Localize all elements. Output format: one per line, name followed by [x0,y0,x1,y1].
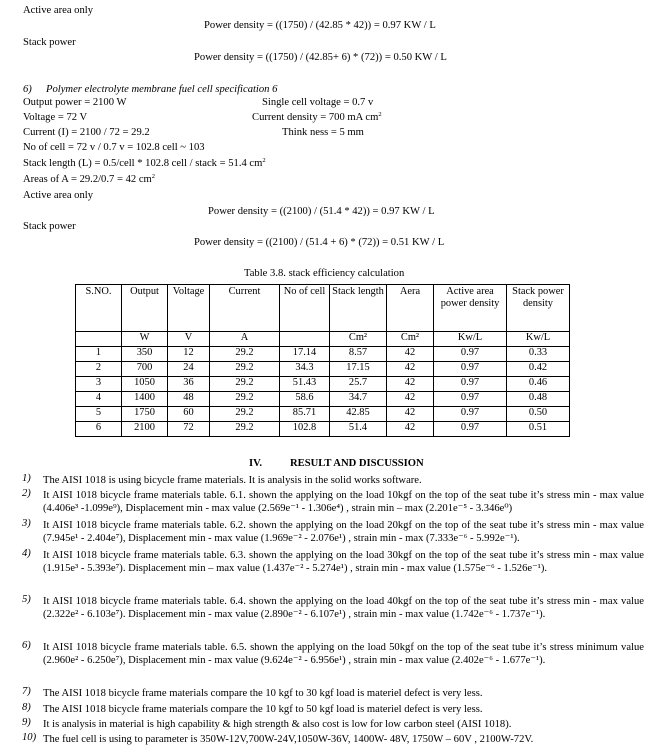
table-cell: 1750 [122,407,168,422]
table-cell: 42 [387,362,434,377]
result-item [22,703,644,716]
result-text: The AISI 1018 bicycle frame materials compare the 10 kgf to 50 kgf load is materiel defect is very less. [43,704,483,715]
table-cell: 29.2 [210,362,280,377]
result-number: 4) [22,548,31,559]
table-row [76,392,570,407]
table-cell: 29.2 [210,422,280,437]
column-header: Output [122,285,168,332]
table-cell: 0.97 [434,362,507,377]
table-cell: 5 [76,407,122,422]
unit-cell [76,332,122,347]
result-item [22,549,644,590]
table-cell: 6 [76,422,122,437]
result-item [22,489,644,517]
result-item [22,519,644,547]
stack-power-label: Stack power [23,37,76,48]
unit-cell [280,332,330,347]
result-item [22,733,644,746]
table-cell: 72 [168,422,210,437]
result-text: The AISI 1018 is using bicycle frame materials. It is analysis in the solid works software. [43,475,422,486]
unit-cell: A [210,332,280,347]
current-density: Current density = 700 mA $cm^2$ [252,111,382,123]
power-density-formula: Power density = ((1750) / (42.85 * 42)) = 0.97 KW / L [204,20,436,31]
result-item [22,718,644,731]
table-unit-row [76,332,570,347]
table-cell: 350 [122,347,168,362]
result-number: 5) [22,594,31,605]
active-area-label: Active area only [23,190,94,201]
result-text: It AISI 1018 bicycle frame materials table. 6.4. shown the applying on the load 40kgf on the top of the seat tube it’s stress min - max value (2.322e² - 6.103e⁷). Displacement min - max value (2.890e⁻² - 6.107e¹) , strain min - max value (1.742e⁻⁶ - 1.737e⁻¹). [43,596,644,621]
voltage: Voltage = 72 V [23,112,88,123]
table-caption: Table 3.8. stack efficiency calculation [244,268,405,279]
table-cell: 42 [387,422,434,437]
column-header: Stack length [330,285,387,332]
stack-efficiency-table [75,284,570,437]
column-header: Current [210,285,280,332]
table-cell: 42 [387,407,434,422]
section-title: RESULT AND DISCUSSION [290,458,424,469]
result-number: 1) [22,473,31,484]
result-text: It AISI 1018 bicycle frame materials table. 6.3. shown the applying on the load 30kgf on the top of the seat tube it’s stress min - max value (1.915e³ - 5.393e⁷). Displacement min – max value (1.437e⁻² - 5.274e¹) , strain min - max value (1.575e⁻⁶ - 1.526e⁻¹). [43,550,644,575]
power-density-formula: Power density = ((1750) / (42.85+ 6) * (72)) = 0.50 KW / L [194,52,447,63]
table-cell: 0.97 [434,377,507,392]
table-cell: 42 [387,392,434,407]
table-cell: 0.33 [507,347,570,362]
result-item [22,474,644,487]
spec-heading: Polymer electrolyte membrane fuel cell specification 6 [46,84,278,95]
output-power: Output power = 2100 W [23,97,127,108]
result-text: The fuel cell is using to parameter is 350W-12V,700W-24V,1050W-36V, 1400W- 48V, 1750W – 60V , 2100W-72V. [43,734,534,745]
table-row [76,377,570,392]
result-item [22,687,644,700]
table-cell: 25.7 [330,377,387,392]
table-cell: 12 [168,347,210,362]
table-cell: 4 [76,392,122,407]
table-cell: 17.15 [330,362,387,377]
table-cell: 0.97 [434,422,507,437]
table-cell: 29.2 [210,377,280,392]
table-row [76,407,570,422]
stack-power-label: Stack power [23,221,76,232]
table-cell: 51.43 [280,377,330,392]
table-cell: 0.42 [507,362,570,377]
table-cell: 29.2 [210,347,280,362]
section-number: IV. [249,458,263,469]
table-cell: 51.4 [330,422,387,437]
table-cell: 1050 [122,377,168,392]
table-cell: 2100 [122,422,168,437]
result-text: It AISI 1018 bicycle frame materials table. 6.1. shown the applying on the load 10kgf on the top of the seat tube it’s stress min - max value (4.406e³ -1.099e⁹), Displacement min - max value (2.569e⁻¹ - 1.306e⁴) , strain min – max (2.201e⁻⁵ - 3.346e⁰) [43,490,644,515]
table-header-row [76,285,570,332]
table-cell: 1 [76,347,122,362]
result-item [22,641,644,682]
column-header: S.NO. [76,285,122,332]
table-cell: 42 [387,377,434,392]
table-cell: 3 [76,377,122,392]
table-cell: 2 [76,362,122,377]
result-number: 2) [22,488,31,499]
result-number: 10) [22,732,37,743]
table-cell: 0.46 [507,377,570,392]
power-density-formula: Power density = ((2100) / (51.4 + 6) * (72)) = 0.51 KW / L [194,237,445,248]
table-cell: 48 [168,392,210,407]
table-cell: 8.57 [330,347,387,362]
result-text: It AISI 1018 bicycle frame materials table. 6.2. shown the applying on the load 20kgf on the top of the seat tube it’s stress min - max value (7.945e¹ - 2.404e⁷), Displacement min - max value (1.969e⁻² - 2.076e¹) , strain min - max (7.333e⁻⁶ - 5.992e⁻¹). [43,520,644,545]
table-cell: 34.3 [280,362,330,377]
result-text: It is analysis in material is high capability & high strength & also cost is low for low carbon steel (AISI 1018). [43,719,512,730]
table-cell: 60 [168,407,210,422]
table-cell: 34.7 [330,392,387,407]
result-number: 3) [22,518,31,529]
table-cell: 29.2 [210,407,280,422]
unit-cell: Kw/L [434,332,507,347]
unit-cell: Cm² [387,332,434,347]
table-cell: 24 [168,362,210,377]
unit-cell: V [168,332,210,347]
table-cell: 0.97 [434,347,507,362]
table-cell: 0.50 [507,407,570,422]
column-header: No of cell [280,285,330,332]
table-cell: 0.97 [434,407,507,422]
column-header: Aera [387,285,434,332]
unit-cell: Cm² [330,332,387,347]
column-header: Active area power density [434,285,507,332]
active-area-label: Active area only [23,5,94,16]
table-cell: 1400 [122,392,168,407]
table-cell: 42.85 [330,407,387,422]
column-header: Voltage [168,285,210,332]
thickness: Think ness = 5 mm [282,127,364,138]
table-row [76,347,570,362]
current: Current (I) = 2100 / 72 = 29.2 [23,127,150,138]
unit-cell: Kw/L [507,332,570,347]
result-item [22,595,644,636]
table-cell: 58.6 [280,392,330,407]
stack-length: Stack length (L) = 0.5/cell * 102.8 cell / stack = 51.4 $cm^2$ [23,157,266,169]
table-cell: 42 [387,347,434,362]
result-number: 6) [22,640,31,651]
area: Areas of A = 29.2/0.7 = 42 $cm^2$ [23,173,156,185]
table-cell: 36 [168,377,210,392]
table-cell: 85.71 [280,407,330,422]
table-cell: 0.97 [434,392,507,407]
number-of-cells: No of cell = 72 v / 0.7 v = 102.8 cell ~ 103 [23,142,205,153]
result-number: 8) [22,702,31,713]
table-cell: 700 [122,362,168,377]
result-number: 7) [22,686,31,697]
table-row [76,362,570,377]
unit-cell: W [122,332,168,347]
result-text: It AISI 1018 bicycle frame materials table. 6.5. shown the applying on the load 50kgf on the top of the seat tube it’s stress minimum value (2.960e² - 6.250e⁷), Displacement min - max value (9.624e⁻² - 6.956e¹) , strain min - max value (2.402e⁻⁶ - 1.677e⁻¹). [43,642,644,667]
table-cell: 17.14 [280,347,330,362]
result-number: 9) [22,717,31,728]
single-cell-voltage: Single cell voltage = 0.7 v [262,97,374,108]
table-cell: 29.2 [210,392,280,407]
power-density-formula: Power density = ((2100) / (51.4 * 42)) = 0.97 KW / L [208,206,435,217]
spec-heading-number: 6) [23,84,32,95]
result-text: The AISI 1018 bicycle frame materials compare the 10 kgf to 30 kgf load is materiel defect is very less. [43,688,483,699]
table-cell: 0.51 [507,422,570,437]
table-cell: 102.8 [280,422,330,437]
table-row [76,422,570,437]
table-cell: 0.48 [507,392,570,407]
column-header: Stack power density [507,285,570,332]
